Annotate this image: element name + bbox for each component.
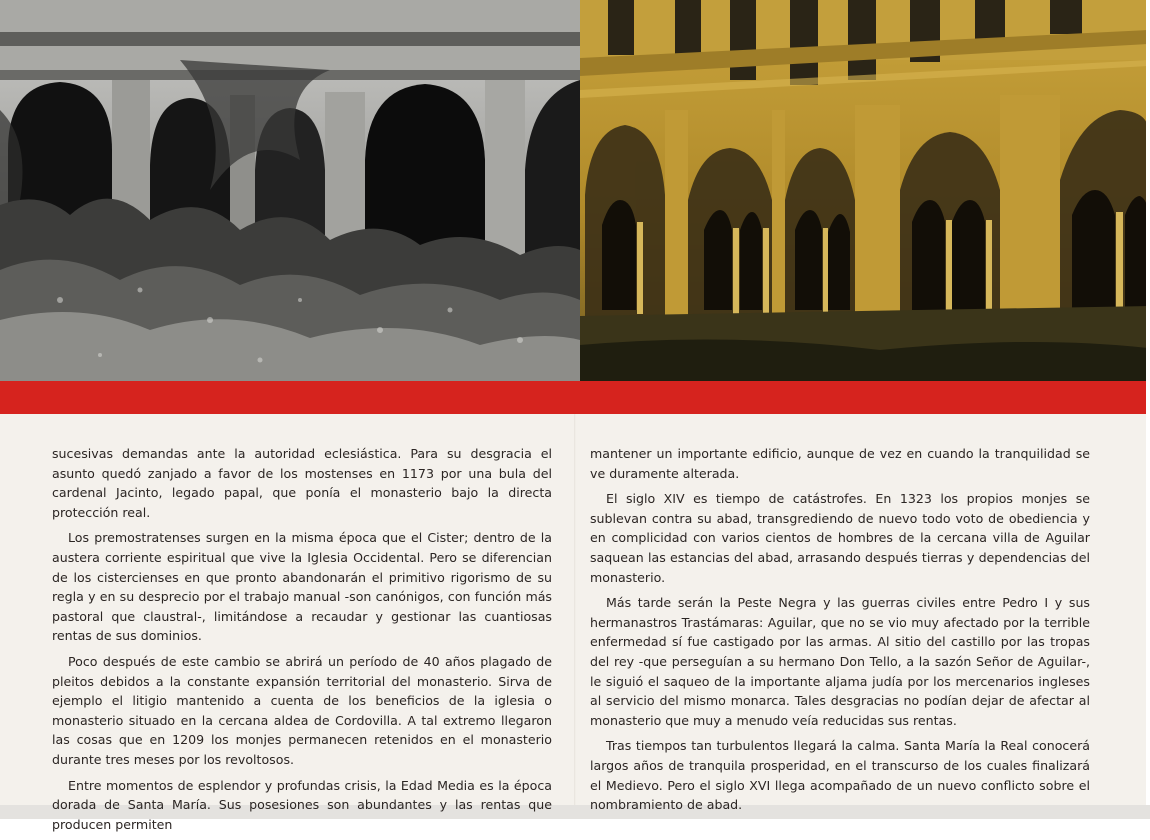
restored-cloister-photo xyxy=(580,0,1148,384)
red-divider-band xyxy=(0,381,1146,414)
restored-cloister-illustration xyxy=(580,0,1148,384)
page-edge xyxy=(1146,0,1150,819)
paragraph: Los premostratenses surgen en la misma época que el Cister; dentro de la austera corriente espiritual que vive la Iglesia Occidental. Pero se diferencian de los cistercienses en que pronto abandonarán el primitivo rigorismo de su regla y en su desprecio por el trabajo manual -son canónigos, con función más pastoral que claustral-, limitándose a recaudar y gestionar las cuantiosas rentas de sus dominios. xyxy=(52,530,552,644)
ruined-cloister-illustration xyxy=(0,0,580,384)
page-fold xyxy=(574,414,576,805)
paragraph: Tras tiempos tan turbulentos llegará la calma. Santa María la Real conocerá largos años de tranquila prosperidad, en el transcurso de los cuales finalizará el Medievo. Pero el siglo XVI llega acompañado de un nuevo conflicto sobre el nombramiento de abad. xyxy=(590,738,1090,813)
right-text-column xyxy=(590,444,1090,821)
paragraph: Poco después de este cambio se abrirá un período de 40 años plagado de pleitos debidos a la constante expansión territorial del monasterio. Sirva de ejemplo el litigio mantenido a cuenta de los beneficios de la iglesia o monasterio situado en la cercana aldea de Cordovilla. A tal extremo llegaron las cosas que en 1209 los monjes permanecen retenidos en el monasterio durante tres meses por los revoltosos. xyxy=(52,653,552,767)
left-text-column xyxy=(52,444,552,840)
paragraph: mantener un importante edificio, aunque de vez en cuando la tranquilidad se ve duramente alterada. xyxy=(590,446,1090,481)
ruined-cloister-photo xyxy=(0,0,580,384)
paragraph: El siglo XIV es tiempo de catástrofes. En 1323 los propios monjes se sublevan contra su abad, transgrediendo de nuevo todo voto de obediencia y en complicidad con varios cientos de hombres de la cercana villa de Aguilar saquean las estancias del abad, arrasando después tierras y dependencias del monasterio. xyxy=(590,491,1090,585)
paragraph: Más tarde serán la Peste Negra y las guerras civiles entre Pedro I y sus hermanastros Trastámaras: Aguilar, que no se vio muy afectado por la terrible enfermedad sí fue castigado por las armas. Al sitio del castillo por las tropas del rey -que perseguían a su hermano Don Tello, a la sazón Señor de Aguilar-, le siguió el saqueo de la importante aljama judía por los mercenarios ingleses al servicio del mismo monarca. Tales desgracias no podían dejar de afectar al monasterio que muy a menudo veía reducidas sus rentas. xyxy=(590,595,1090,728)
paragraph: sucesivas demandas ante la autoridad eclesiástica. Para su desgracia el asunto quedó zanjado a favor de los mostenses en 1173 por una bula del cardenal Jacinto, legado papal, que ponía el monasterio bajo la directa protección real. xyxy=(52,446,552,520)
paragraph: Entre momentos de esplendor y profundas crisis, la Edad Media es la época dorada de Santa María. Sus posesiones son abundantes y las rentas que producen permiten xyxy=(52,777,552,832)
